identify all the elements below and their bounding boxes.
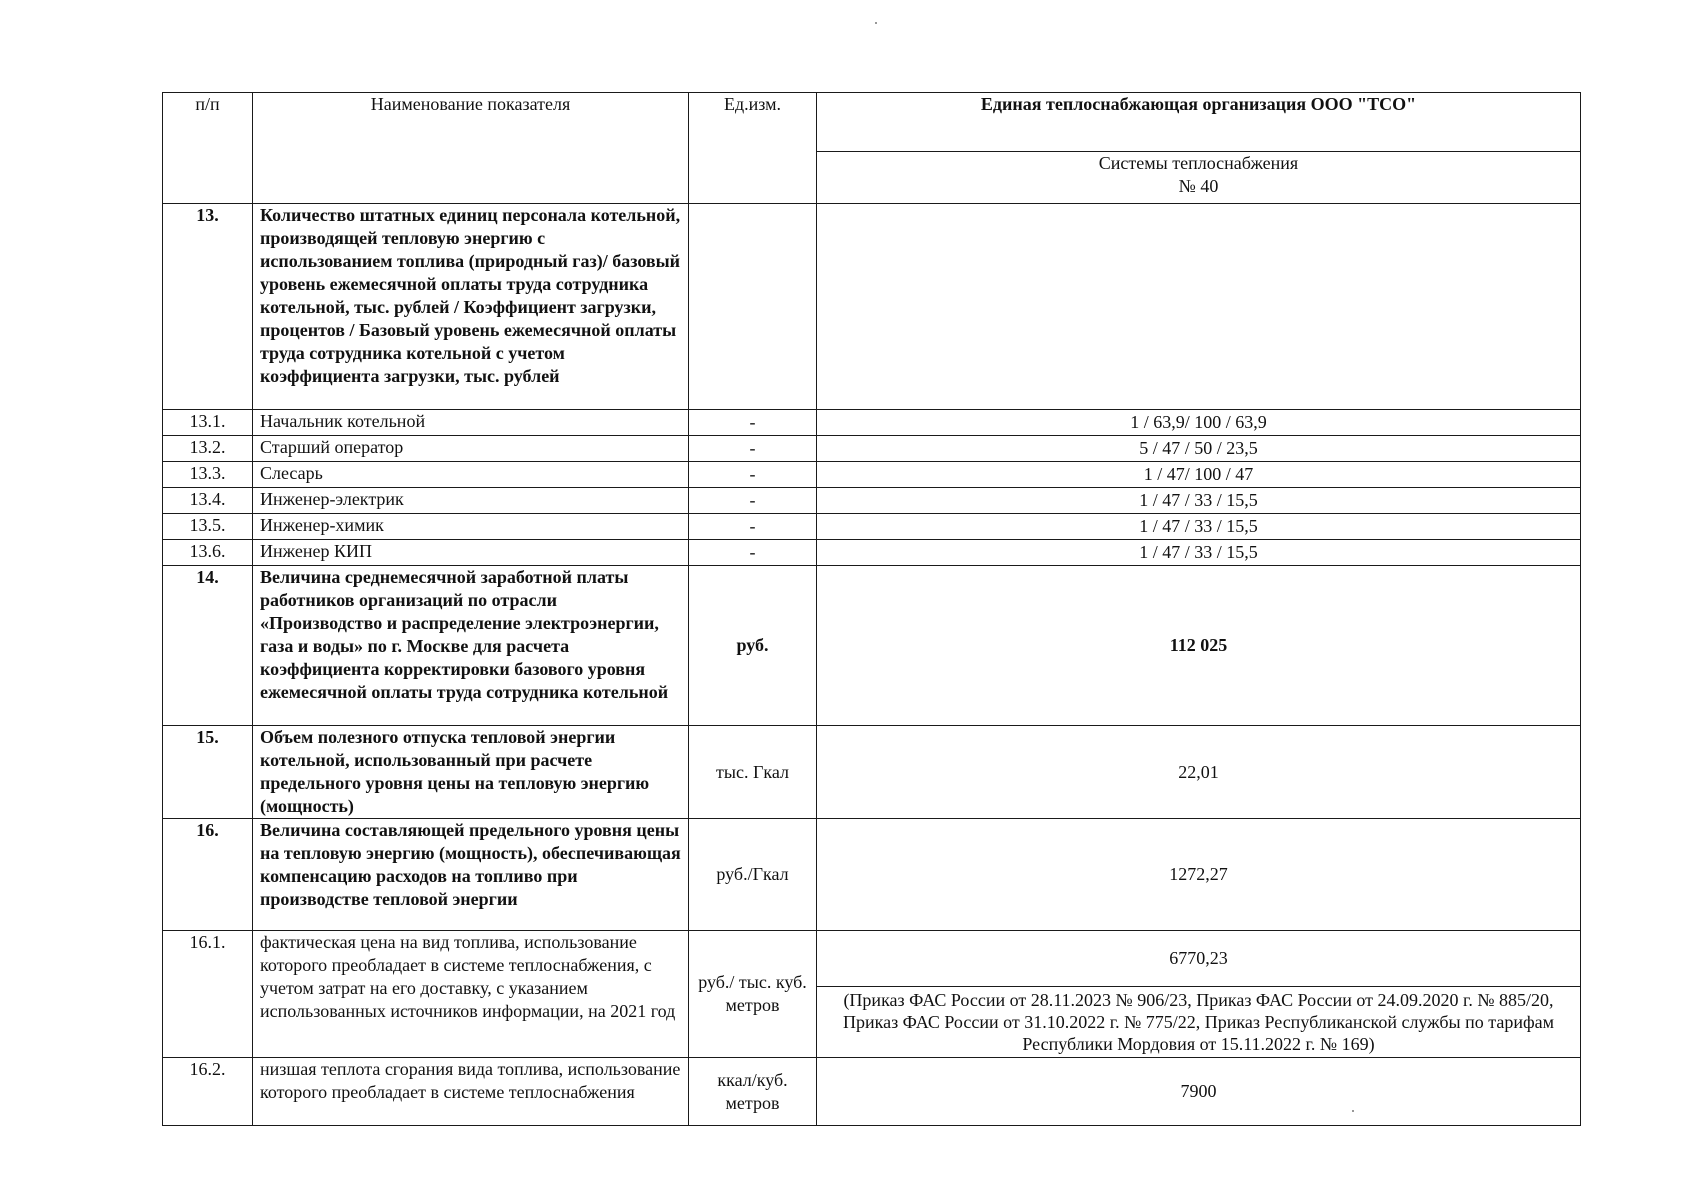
row-value: 7900 [817,1058,1581,1126]
table-row [163,410,1581,436]
header-unit: Ед.изм. [689,93,817,204]
row-num: 13.4. [163,488,253,514]
header-row [163,93,1581,152]
table-row [163,566,1581,726]
table-row [163,931,1581,987]
row-unit: - [689,436,817,462]
header-system-line1: Системы теплоснабжения [1098,152,1299,173]
row-name: Объем полезного отпуска тепловой энергии котельной, использованный при расчете предельного уровня цены на тепловую энергию (мощность) [253,726,689,819]
row-name: Инженер-химик [253,514,689,540]
row-num: 13. [163,204,253,410]
row-num: 16.1. [163,931,253,1058]
row-num: 16.2. [163,1058,253,1126]
scan-speck [875,22,877,24]
row-value: 1 / 47 / 33 / 15,5 [817,488,1581,514]
row-num: 14. [163,566,253,726]
table-row [163,819,1581,931]
row-num: 16. [163,819,253,931]
row-name: Величина среднемесячной заработной платы работников организаций по отрасли «Производство и распределение электроэнергии, газа и воды» по г. Москве для расчета коэффициента корректировки базового уровня ежемесячной оплаты труда сотрудника котельной [253,566,689,726]
row-num: 13.6. [163,540,253,566]
header-system [817,151,1581,203]
table-row [163,514,1581,540]
row-num: 13.1. [163,410,253,436]
row-name: низшая теплота сгорания вида топлива, использование которого преобладает в системе теплоснабжения [253,1058,689,1126]
row-unit [689,204,817,410]
table-row [163,204,1581,410]
table-row [163,1058,1581,1126]
row-name: Старший оператор [253,436,689,462]
row-value: 1 / 47 / 33 / 15,5 [817,540,1581,566]
row-unit: - [689,540,817,566]
row-num: 15. [163,726,253,819]
row-unit: - [689,488,817,514]
table-row [163,540,1581,566]
row-unit: руб. [689,566,817,726]
row-value: 1 / 47/ 100 / 47 [817,462,1581,488]
row-num: 13.5. [163,514,253,540]
row-num: 13.3. [163,462,253,488]
row-name: Инженер КИП [253,540,689,566]
indicators-table [162,92,1581,1126]
row-value: 5 / 47 / 50 / 23,5 [817,436,1581,462]
row-value: 1 / 47 / 33 / 15,5 [817,514,1581,540]
row-value: 6770,23 [817,931,1581,987]
header-num: п/п [163,93,253,204]
row-value [817,204,1581,410]
row-unit: тыс. Гкал [689,726,817,819]
table-row [163,726,1581,819]
table-row [163,462,1581,488]
row-name: Количество штатных единиц персонала котельной, производящей тепловую энергию с использованием топлива (природный газ)/ базовый уровень ежемесячной оплаты труда сотрудника котельной, тыс. рублей / Коэффициент загрузки, процентов / Базовый уровень ежемесячной оплаты труда сотрудника котельной с учетом коэффициента загрузки, тыс. рублей [253,204,689,410]
row-value: 112 025 [817,566,1581,726]
row-name: фактическая цена на вид топлива, использование которого преобладает в системе теплоснабжения, с учетом затрат на его доставку, с указанием использованных источников информации, на 2021 год [253,931,689,1058]
row-source: (Приказ ФАС России от 28.11.2023 № 906/23, Приказ ФАС России от 24.09.2020 г. № 885/20, Приказ ФАС России от 31.10.2022 г. № 775/22, Приказ Республиканской службы по тарифам Республики Мордовия от 15.11.2022 г. № 169) [817,987,1581,1058]
header-org: Единая теплоснабжающая организация ООО "ТСО" [817,93,1581,152]
header-name: Наименование показателя [253,93,689,204]
row-unit: - [689,410,817,436]
row-unit: - [689,514,817,540]
row-value: 22,01 [817,726,1581,819]
row-value: 1272,27 [817,819,1581,931]
row-name: Начальник котельной [253,410,689,436]
row-unit: руб./Гкал [689,819,817,931]
row-name: Величина составляющей предельного уровня цены на тепловую энергию (мощность), обеспечивающая компенсацию расходов на топливо при производстве тепловой энергии [253,819,689,931]
row-unit: руб./ тыс. куб. метров [689,931,817,1058]
row-unit: ккал/куб. метров [689,1058,817,1126]
header-system-line2: № 40 [1178,175,1219,196]
table-row [163,436,1581,462]
table-row [163,488,1581,514]
row-unit: - [689,462,817,488]
row-num: 13.2. [163,436,253,462]
row-value: 1 / 63,9/ 100 / 63,9 [817,410,1581,436]
row-name: Инженер-электрик [253,488,689,514]
row-name: Слесарь [253,462,689,488]
